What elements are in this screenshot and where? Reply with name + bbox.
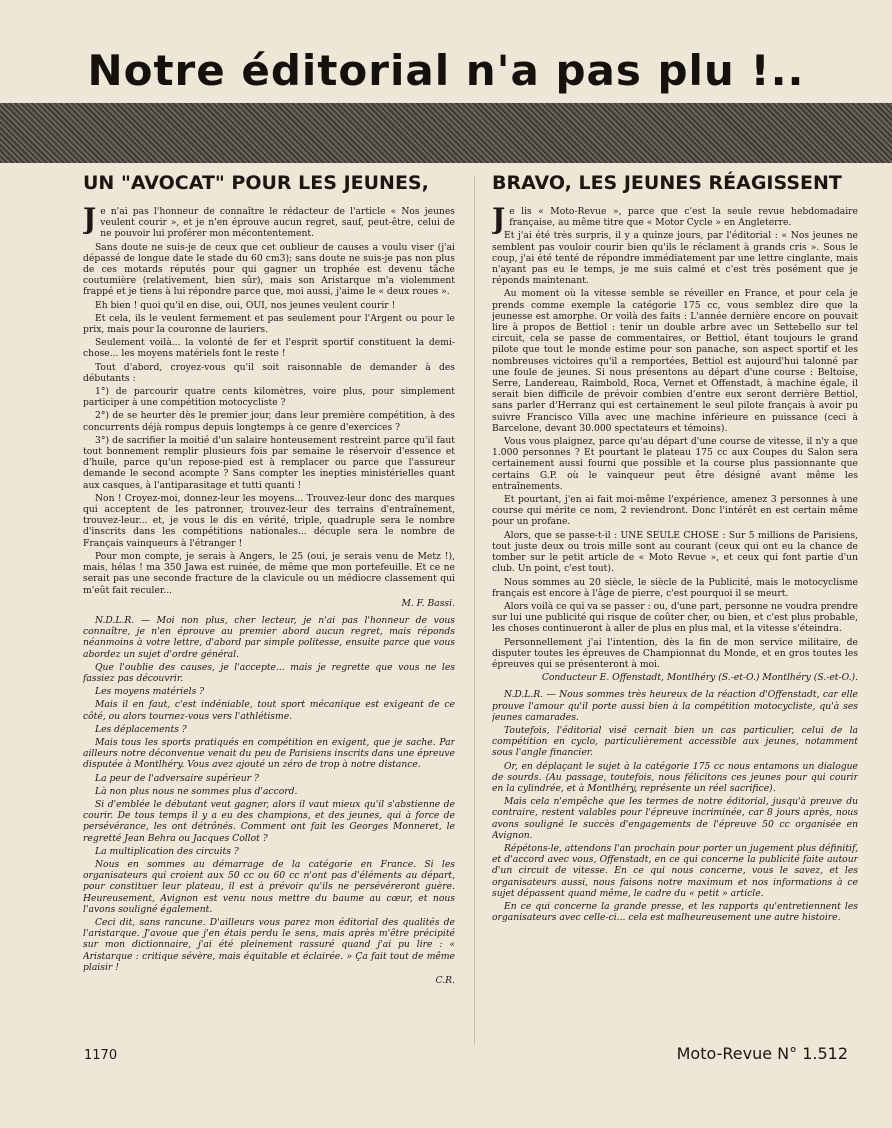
paragraph: Alors, que se passe-t-il : UNE SEULE CHOSE : Sur 5 millions de Parisiens, tout juste deux ou trois mille sont au courant (ceux qui ont eu la chance de tomber sur le petit article de « Moto Revue », et ceux qui font partie d'un club. Un point, c'est tout).	[492, 529, 858, 575]
left-article-body	[83, 202, 455, 596]
paragraph: 3°) de sacrifier la moitié d'un salaire honteusement restreint parce qu'il faut tout bonnement remplir plusieurs fois par semaine le réservoir d'essence et d'huile, parce qu'un repose-pied est à remplacer ou parce que l'assureur demande le second acompte ? Sans compter les inepties ministérielles quant aux casques, à l'antiparasitage et tutti quanti !	[83, 434, 455, 491]
paragraph: Et cela, ils le veulent fermement et pas seulement pour l'Argent ou pour le prix, mais pour la couronne de lauriers.	[83, 312, 455, 336]
paragraph: Au moment où la vitesse semble se réveiller en France, et pour cela je prends comme exemple la catégorie 175 cc, vous semblez dire que la jeunesse est amorphe. Or voilà des faits : L'année dernière encore on pouvait lire à propos de Bettiol : tenir un double arbre avec un Settebello sur tel circuit, cela se passe de commentaires, or Bettiol, étant toujours le grand pilote que tout le monde estime pour son panache, son aspect sportif et les nombreuses victoires qu'il a remportées, Bettiol est aujourd'hui talonné par une foule de jeunes. Si nous présentons au départ d'une course : Beltoise, Serre, Landereau, Raimbold, Roca, Vernet et Offenstadt, à machine égale, il serait bien difficile de prévoir combien d'entre eux seront derrière Bettiol, sans parler d'Herranz qui est certainement le seul pilote français à avoir pu suivre Francisco Villa avec une machine inférieure en puissance (ceci à Barcelone, devant 30.000 spectateurs et témoins).	[492, 288, 858, 434]
right-signature: Conducteur E. Offenstadt, Montlhéry (S.-et-O.) Montlhéry (S.-et-O.).	[541, 672, 858, 684]
left-note-signature: C.R.	[435, 975, 455, 986]
paragraph: Je n'ai pas l'honneur de connaître le rédacteur de l'article « Nos jeunes veulent courir », et je n'en éprouve aucun regret, sauf, peut-être, celui de ne pouvoir lui proférer mon mécontentement.	[83, 202, 455, 240]
right-column-title: BRAVO, LES JEUNES RÉAGISSENT	[492, 172, 842, 194]
page-headline: Notre éditorial n'a pas plu !..	[87, 46, 805, 95]
paragraph: Ceci dit, sans rancune. D'ailleurs vous parez mon éditorial des qualités de l'aristarque. J'avoue que j'en étais perdu le sens, mais après m'être précipité sur mon dictionnaire, j'ai été pleinement rassuré quand j'ai pu lire : « Aristarque : critique sévère, mais équitable et éclairée. » Ça fait tout de même plaisir !	[83, 916, 455, 973]
paragraph: La peur de l'adversaire supérieur ?	[95, 772, 259, 784]
paragraph: 2°) de se heurter dès le premier jour, dans leur première compétition, à des concurrents déjà rompus depuis longtemps à ce genre d'exercices ?	[83, 410, 455, 433]
left-signature: M. F. Bassi.	[401, 597, 455, 609]
left-editor-notes	[83, 615, 455, 973]
paragraph: Non ! Croyez-moi, donnez-leur les moyens... Trouvez-leur donc des marques qui acceptent de les patronner, trouvez-leur des terrains d'entraînement, trouvez-leur... et, je vous le dis en vérité, triple, quadruple sera le nombre d'inscrits dans les compétitions nationales... décuple sera le nombre de Français vainqueurs à l'étranger !	[83, 492, 455, 549]
paragraph: Mais il en faut, c'est indéniable, tout sport mécanique est exigeant de ce côté, ou alors tournez-vous vers l'athlétisme.	[83, 699, 455, 722]
paragraph: Alors voilà ce qui va se passer : ou, d'une part, personne ne voudra prendre sur lui une publicité qui risque de coûter cher, ou bien, et c'est plus probable, les choses continueront à aller de plus en plus mal, et la vitesse s'éteindra.	[492, 600, 858, 635]
paragraph: Et j'ai été très surpris, il y a quinze jours, par l'éditorial : « Nos jeunes ne semblent pas vouloir courir bien qu'ils le réclament à grands cris ». Sous le coup, j'ai été tenté de répondre immédiatement par une lettre cinglante, mais n'ayant pas eu le temps, je me suis calmé et c'est très posément que je réponds maintenant.	[492, 230, 858, 287]
paragraph: Sans doute ne suis-je de ceux que cet oublieur de causes a voulu viser (j'ai dépassé de longue date le stade du 60 cm3); sans doute ne suis-je pas non plus de ces motards réputés pour qui gagner un trophée est devenu tâche coutumière (relativement, bien sûr), mais son Aristarque m'a violemment frappé et je tiens à lui répondre parce que, moi aussi, j'aime le « deux roues ».	[83, 241, 455, 298]
right-article-body	[492, 202, 858, 670]
paragraph: 1°) de parcourir quatre cents kilomètres, voire plus, pour simplement participer à une compétition motocycliste ?	[83, 386, 455, 409]
paragraph: Que l'oublie des causes, je l'accepte... mais je regrette que vous ne les fassiez pas découvrir.	[83, 661, 455, 684]
paragraph: Toutefois, l'éditorial visé cernait bien un cas particulier, celui de la compétition en cyclo, particulièrement accessible aux jeunes, notamment sous l'angle financier.	[492, 724, 858, 759]
paragraph: N.D.L.R. — Nous sommes très heureux de la réaction d'Offenstadt, car elle prouve l'amour qu'il porte aussi bien à la compétition motocycliste, qu'à ses jeunes camarades.	[492, 689, 858, 723]
paragraph: Vous vous plaignez, parce qu'au départ d'une course de vitesse, il n'y a que 1.000 personnes ? Et pourtant le plateau 175 cc aux Coupes du Salon sera certainement aussi fourni que possible et la course plus passionnante que certains G.P. où le vainqueur peut être désigné avant même les entraînements.	[492, 436, 858, 492]
paragraph: Les déplacements ?	[95, 723, 187, 735]
paragraph: Je lis « Moto-Revue », parce que c'est la seule revue hebdomadaire française, au même titre que « Motor Cycle » en Angleterre.	[492, 202, 858, 235]
paragraph: Tout d'abord, croyez-vous qu'il soit raisonnable de demander à des débutants :	[83, 361, 455, 384]
magazine-issue: Moto-Revue N° 1.512	[676, 1044, 848, 1063]
paragraph: Personnellement j'ai l'intention, dès la fin de mon service militaire, de disputer toutes les épreuves de Championnat du Monde, et en gros toutes les épreuves qui se présenteront à moi.	[492, 636, 858, 670]
halftone-band	[0, 103, 892, 163]
right-editor-notes	[492, 689, 858, 923]
paragraph: N.D.L.R. — Moi non plus, cher lecteur, je n'ai pas l'honneur de vous connaître, je n'en éprouve au premier abord aucun regret, mais réponds néanmoins à votre lettre, d'abord par simple politesse, ensuite parce que vous abordez un sujet d'ordre général.	[83, 614, 455, 660]
paragraph: Nous sommes au 20 siècle, le siècle de la Publicité, mais le motocyclisme français est encore à l'âge de pierre, c'est pourquoi il se meurt.	[492, 576, 858, 599]
paragraph: En ce qui concerne la grande presse, et les rapports qu'entretiennent les organisateurs avec celle-ci... cela est malheureusement une autre histoire.	[492, 900, 858, 924]
paragraph: Seulement voilà... la volonté de fer et l'esprit sportif constituent la demi-chose... les moyens matériels font le reste !	[83, 337, 455, 360]
paragraph: Et pourtant, j'en ai fait moi-même l'expérience, amenez 3 personnes à une course qui mérite ce nom, 2 reviendront. Donc l'intérêt en est certain même pour un profane.	[492, 494, 858, 528]
paragraph: Pour mon compte, je serais à Angers, le 25 (oui, je serais venu de Metz !), mais, hélas ! ma 350 Jawa est ruinée, de même que mon portefeuille. Et ce ne serait pas une seconde fracture de la clavicule ou un médiocre classement qui m'eût fait reculer...	[83, 550, 455, 596]
paragraph: Mais cela n'empêche que les termes de notre éditorial, jusqu'à preuve du contraire, restent valables pour l'épreuve incriminée, car 8 jours après, nous avons souligné le succès d'engagements de l'épreuve 50 cc organisée en Avignon.	[492, 796, 858, 841]
paragraph: Nous en sommes au démarrage de la catégorie en France. Si les organisateurs qui croient aux 50 cc ou 60 cc n'ont pas d'éléments au départ, pour constituer leur plateau, il est à prévoir qu'ils ne persévéreront guère. Heureusement, Avignon est venu nous mettre du baume au cœur, et nous l'avons souligné également.	[83, 858, 455, 915]
paragraph: Eh bien ! quoi qu'il en dise, oui, OUI, nos jeunes veulent courir !	[95, 299, 396, 311]
left-column	[83, 170, 455, 1050]
paragraph: Les moyens matériels ?	[95, 686, 205, 698]
paragraph: Mais tous les sports pratiqués en compétition en exigent, que je sache. Par ailleurs notre déconvenue venait du peu de Parisiens inscrits dans une épreuve disputée à Montlhéry. Vous avez ajouté un zéro de trop à notre distance.	[83, 736, 455, 771]
paragraph: Or, en déplaçant le sujet à la catégorie 175 cc nous entamons un dialogue de sourds. (Au passage, toutefois, nous félicitons ces jeunes pour qui courir en la cylindrée, et à Montlhéry, représente un réel sacrifice).	[492, 760, 858, 794]
left-column-title: UN "AVOCAT" POUR LES JEUNES,	[83, 172, 429, 194]
paragraph: La multiplication des circuits ?	[95, 845, 239, 857]
paragraph: Répétons-le, attendons l'an prochain pour porter un jugement plus définitif, et d'accord avec vous, Offenstadt, en ce qui concerne la publicité faite autour d'un circuit de vitesse. En ce qui nous concerne, vous le savez, et les organisateurs aussi, nous faisons notre maximum et nos informations à ce sujet dépassent quand même, le cadre du « petit » article.	[492, 842, 858, 899]
column-divider	[474, 175, 475, 1045]
paragraph: Si d'emblée le débutant veut gagner, alors il vaut mieux qu'il s'abstienne de courir. De tous temps il y a eu des champions, et des jeunes, qui à force de persévérance, les ont détrônés. Comment ont fait les Georges Monneret, le regretté Jean Behra ou Jacques Collot ?	[83, 798, 455, 844]
paragraph: Là non plus nous ne sommes plus d'accord.	[95, 785, 298, 797]
right-column	[492, 170, 858, 1050]
page-number: 1170	[84, 1048, 118, 1063]
